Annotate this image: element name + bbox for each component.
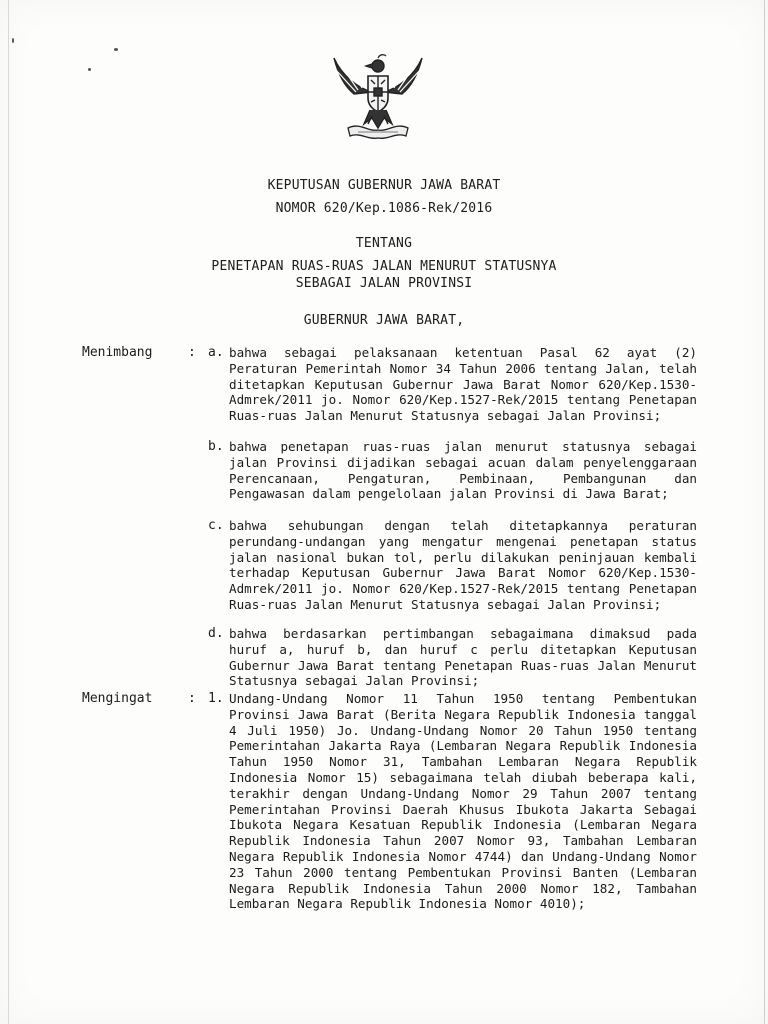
menimbang-item-text: bahwa penetapan ruas-ruas jalan menurut statusnya sebagai jalan Provinsi dijadikan sebagai acuan dalam penyelenggaraan Perencanaan, Pengaturan, Pembinaan, Pembangunan dan Pengawasan dalam pengelolaan jalan Provinsi di Jawa Barat; xyxy=(229,439,697,502)
menimbang-item-text: bahwa berdasarkan pertimbangan sebagaimana dimaksud pada huruf a, huruf b, dan huruf c perlu ditetapkan Keputusan Gubernur Jawa Barat tentang Penetapan Ruas-ruas Jalan Menurut Statusnya sebagai Jalan Provinsi; xyxy=(229,626,697,689)
decree-subject-line1: PENETAPAN RUAS-RUAS JALAN MENURUT STATUSNYA xyxy=(211,259,557,274)
scan-speck xyxy=(88,68,91,71)
mengingat-item-number: 1. xyxy=(208,691,224,706)
decree-number: NOMOR 620/Kep.1086-Rek/2016 xyxy=(275,201,493,216)
mengingat-item-text: Undang-Undang Nomor 11 Tahun 1950 tentang Pembentukan Provinsi Jawa Barat (Berita Negara Republik Indonesia tanggal 4 Juli 1950) Jo. Undang-Undang Nomor 20 Tahun 1950 tentang Pemerintahan Jakarta Raya (Lembaran Negara Republik Indonesia Tahun 1950 Nomor 31, Tambahan Lembaran Negara Republik Indonesia Nomor 15) sebagaimana telah diubah beberapa kali, terakhir dengan Undang-Undang Nomor 29 Tahun 2007 tentang Pemerintahan Provinsi Daerah Khusus Ibukota Jakarta Sebagai Ibukota Negara Kesatuan Republik Indonesia (Lembaran Negara Republik Indonesia Tahun 2007 Nomor 93, Tambahan Lembaran Negara Republik Indonesia Nomor 4744) dan Undang-Undang Nomor 23 Tahun 2000 tentang Pembentukan Provinsi Banten (Lembaran Negara Republik Indonesia Tahun 2000 Nomor 182, Tambahan Lembaran Negara Republik Indonesia Nomor 4010); xyxy=(229,691,697,912)
menimbang-item-letter: c. xyxy=(208,518,224,533)
menimbang-item-letter: d. xyxy=(208,626,224,641)
menimbang-label: Menimbang xyxy=(82,345,153,360)
menimbang-item-text: bahwa sebagai pelaksanaan ketentuan Pasal 62 ayat (2) Peraturan Pemerintah Nomor 34 Tahun 2006 tentang Jalan, telah ditetapkan Keputusan Gubernur Jawa Barat Nomor 620/Kep.1530-Admrek/2011 jo. Nomor 620/Kep.1527-Rek/2015 tentang Penetapan Ruas-ruas Jalan Menurut Statusnya sebagai Jalan Provinsi; xyxy=(229,345,697,424)
garuda-emblem-icon xyxy=(328,52,428,142)
tentang-heading: TENTANG xyxy=(355,236,413,251)
scan-speck xyxy=(114,48,118,51)
page-edge-right xyxy=(764,0,765,1024)
decree-title: KEPUTUSAN GUBERNUR JAWA BARAT xyxy=(267,178,501,193)
page-edge-left xyxy=(8,0,9,1024)
issuer-heading: GUBERNUR JAWA BARAT, xyxy=(303,313,465,328)
menimbang-item-letter: a. xyxy=(208,345,224,360)
menimbang-item-text: bahwa sehubungan dengan telah ditetapkannya peraturan perundang-undangan yang mengatur mengenai penetapan status jalan nasional bukan tol, perlu dilakukan peninjauan kembali terhadap Keputusan Gubernur Jawa Barat Nomor 620/Kep.1530-Admrek/2011 jo. Nomor 620/Kep.1527-Rek/2015 tentang Penetapan Ruas-ruas Jalan Menurut Statusnya sebagai Jalan Provinsi; xyxy=(229,518,697,612)
mengingat-colon: : xyxy=(188,691,196,706)
decree-subject-line2: SEBAGAI JALAN PROVINSI xyxy=(295,276,473,291)
mengingat-label: Mengingat xyxy=(82,691,153,706)
menimbang-colon: : xyxy=(188,345,196,360)
scan-speck xyxy=(12,38,14,43)
menimbang-item-letter: b. xyxy=(208,439,224,454)
